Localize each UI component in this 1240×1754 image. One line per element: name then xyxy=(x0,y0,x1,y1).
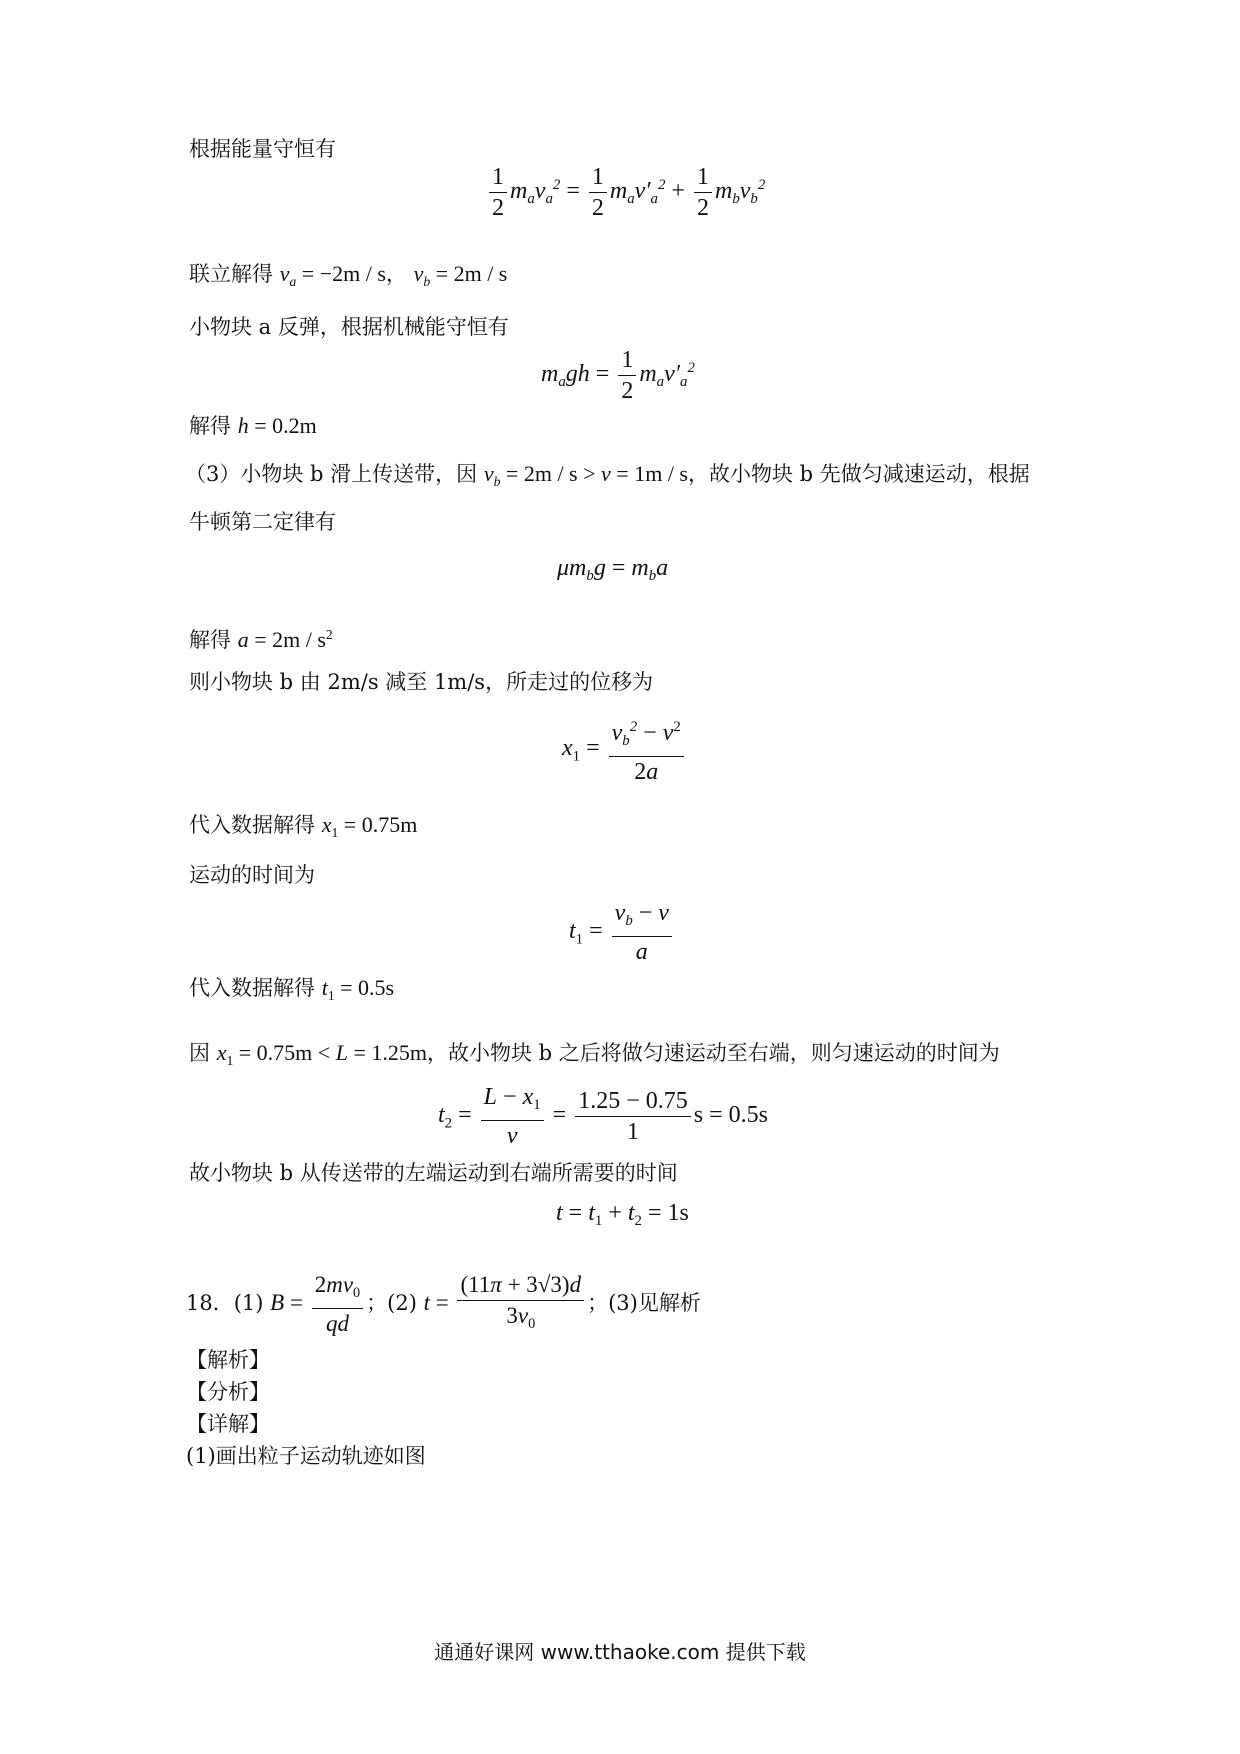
text-rebound: 小物块 a 反弹，根据机械能守恒有 xyxy=(189,315,509,339)
equation-mechanical-energy: $m_agh$ = $\frac{1}{2}$ $m_av'_a^2$ xyxy=(541,347,695,404)
text-solve-t1: 代入数据解得 $t_1 = 0.5s$ xyxy=(189,975,395,1003)
text-solve-a: 解得 $a = 2m / s^2$ xyxy=(189,627,333,653)
label-fenxi: 【分析】 xyxy=(186,1380,270,1404)
equation-energy: $\frac{1}{2}$ $m_av_a^2$ = $\frac{1}{2}$ $m_av'_a^2$ + $\frac{1}{2}$ $m_bv_b^2$ xyxy=(486,162,765,223)
equation-x1: $x_1$ = $\frac{v_b^2 - v^2}{2a}$ xyxy=(562,712,687,787)
equation-t1: $t_1$ = $\frac{v_b - v}{a}$ xyxy=(569,898,675,967)
equation-total-time: $t = t_1 + t_2 = 1s$ xyxy=(556,1200,689,1230)
text-newton-second-law: 牛顿第二定律有 xyxy=(189,510,336,534)
text-time-intro: 运动的时间为 xyxy=(189,863,315,887)
text-solve-x1: 代入数据解得 $x_1 = 0.75m$ xyxy=(189,812,418,840)
text-part3-intro: （3）小物块 b 滑上传送带，因 $v_b = 2m / s > v = 1m / s$，故小物块 b 先做匀减速运动，根据 xyxy=(185,461,1030,489)
label-xiangjie: 【详解】 xyxy=(186,1412,270,1436)
page-footer: 通通好课网 www.tthaoke.com 提供下载 xyxy=(434,1640,806,1664)
text-trajectory: (1)画出粒子运动轨迹如图 xyxy=(186,1444,426,1468)
text-displacement-intro: 则小物块 b 由 2m/s 减至 1m/s，所走过的位移为 xyxy=(189,670,654,694)
text-energy-conservation: 根据能量守恒有 xyxy=(189,137,336,161)
text-uniform-motion: 因 $x_1 = 0.75m < L = 1.25m$，故小物块 b 之后将做匀速运动至右端，则匀速运动的时间为 xyxy=(189,1040,1000,1068)
text-solve-h: 解得 h = 0.2m xyxy=(189,413,317,438)
equation-friction: $\mu m_bg = m_ba$ xyxy=(557,555,669,585)
text-solve-velocities: 联立解得 $v_a = -2m / s$， $v_b = 2m / s$ xyxy=(189,261,508,289)
text-total-time-intro: 故小物块 b 从传送带的左端运动到右端所需要的时间 xyxy=(189,1161,678,1185)
equation-t2: $t_2$ = $\frac{L - x_1}{v}$ = $\frac{1.25 - 0.75}{1}$ s = 0.5s xyxy=(438,1084,768,1150)
question-18-answer: 18．(1) B = $\frac{2mv_0}{qd}$ ；(2) t = $\frac{(11\pi + 3√3)d}{3v_0}$ ；(3)见解析 xyxy=(186,1272,701,1336)
label-analysis: 【解析】 xyxy=(186,1348,270,1372)
